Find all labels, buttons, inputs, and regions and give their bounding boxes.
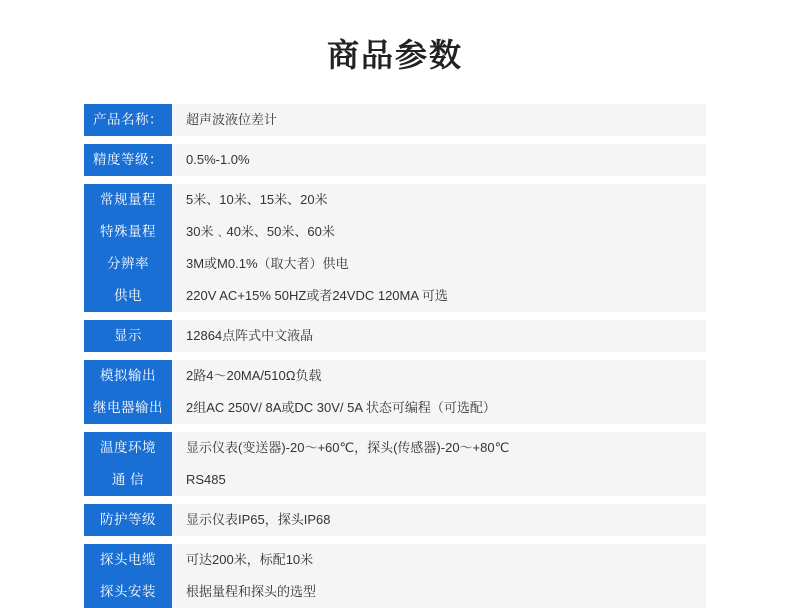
spec-row-label: 防护等级 [100,512,156,527]
spec-group [84,184,706,312]
spec-group [84,360,706,424]
spec-value-column [172,432,706,496]
spec-group [84,432,706,496]
spec-row-label: 继电器输出 [93,400,163,415]
spec-value-column [172,360,706,424]
spec-row-label: 温度环境 [100,440,156,455]
page-title: 商品参数 [326,37,463,73]
spec-label-column [84,544,172,608]
spec-row-label: 通 信 [111,472,145,487]
spec-value-column [172,144,706,176]
spec-group [84,504,706,536]
spec-table [0,104,790,608]
spec-label-column [84,360,172,424]
spec-group [84,544,706,608]
spec-value-column [172,544,706,608]
spec-label-column [84,184,172,312]
spec-label-column [84,504,172,536]
spec-row-value: 30米﹑40米、50米、60米 [186,224,335,239]
spec-row-label: 常规量程 [100,192,156,207]
spec-row-value: 可达200米，标配10米 [186,552,314,567]
spec-row-label: 精度等级： [93,152,163,167]
spec-row-label: 显示 [114,328,142,343]
spec-label-column [84,144,172,176]
spec-value-column [172,320,706,352]
spec-label-column [84,320,172,352]
spec-row-value: 0.5%-1.0% [186,152,250,167]
spec-row-value: 超声波液位差计 [186,112,278,127]
spec-value-column [172,104,706,136]
spec-row-value: 显示仪表(变送器)-20～+60℃，探头(传感器)-20～+80℃ [186,440,510,455]
spec-row-value: 3M或M0.1%（取大者）供电 [186,256,349,271]
spec-group [84,320,706,352]
spec-label-column [84,104,172,136]
spec-group [84,144,706,176]
spec-row-label: 探头安装 [100,584,156,599]
spec-row-value: 2组AC 250V/ 8A或DC 30V/ 5A 状态可编程（可选配） [186,400,496,415]
spec-row-value: 2路4～20MA/510Ω负载 [186,368,322,383]
spec-row-label: 探头电缆 [100,552,156,567]
spec-label-column [84,432,172,496]
spec-row-label: 模拟输出 [100,368,156,383]
spec-row-label: 供电 [114,288,142,303]
spec-group [84,104,706,136]
spec-row-label: 分辨率 [107,256,149,271]
spec-value-column [172,504,706,536]
spec-row-label: 特殊量程 [100,224,156,239]
spec-row-value: 220V AC+15% 50HZ或者24VDC 120MA 可选 [186,288,448,303]
spec-row-label: 产品名称： [93,112,163,127]
spec-row-value: 12864点阵式中文液晶 [186,328,314,343]
spec-row-value: 显示仪表IP65，探头IP68 [186,512,331,527]
spec-row-value: 根据量程和探头的选型 [186,584,317,599]
spec-row-value: RS485 [186,472,226,487]
spec-value-column [172,184,706,312]
spec-row-value: 5米、10米、15米、20米 [186,192,328,207]
